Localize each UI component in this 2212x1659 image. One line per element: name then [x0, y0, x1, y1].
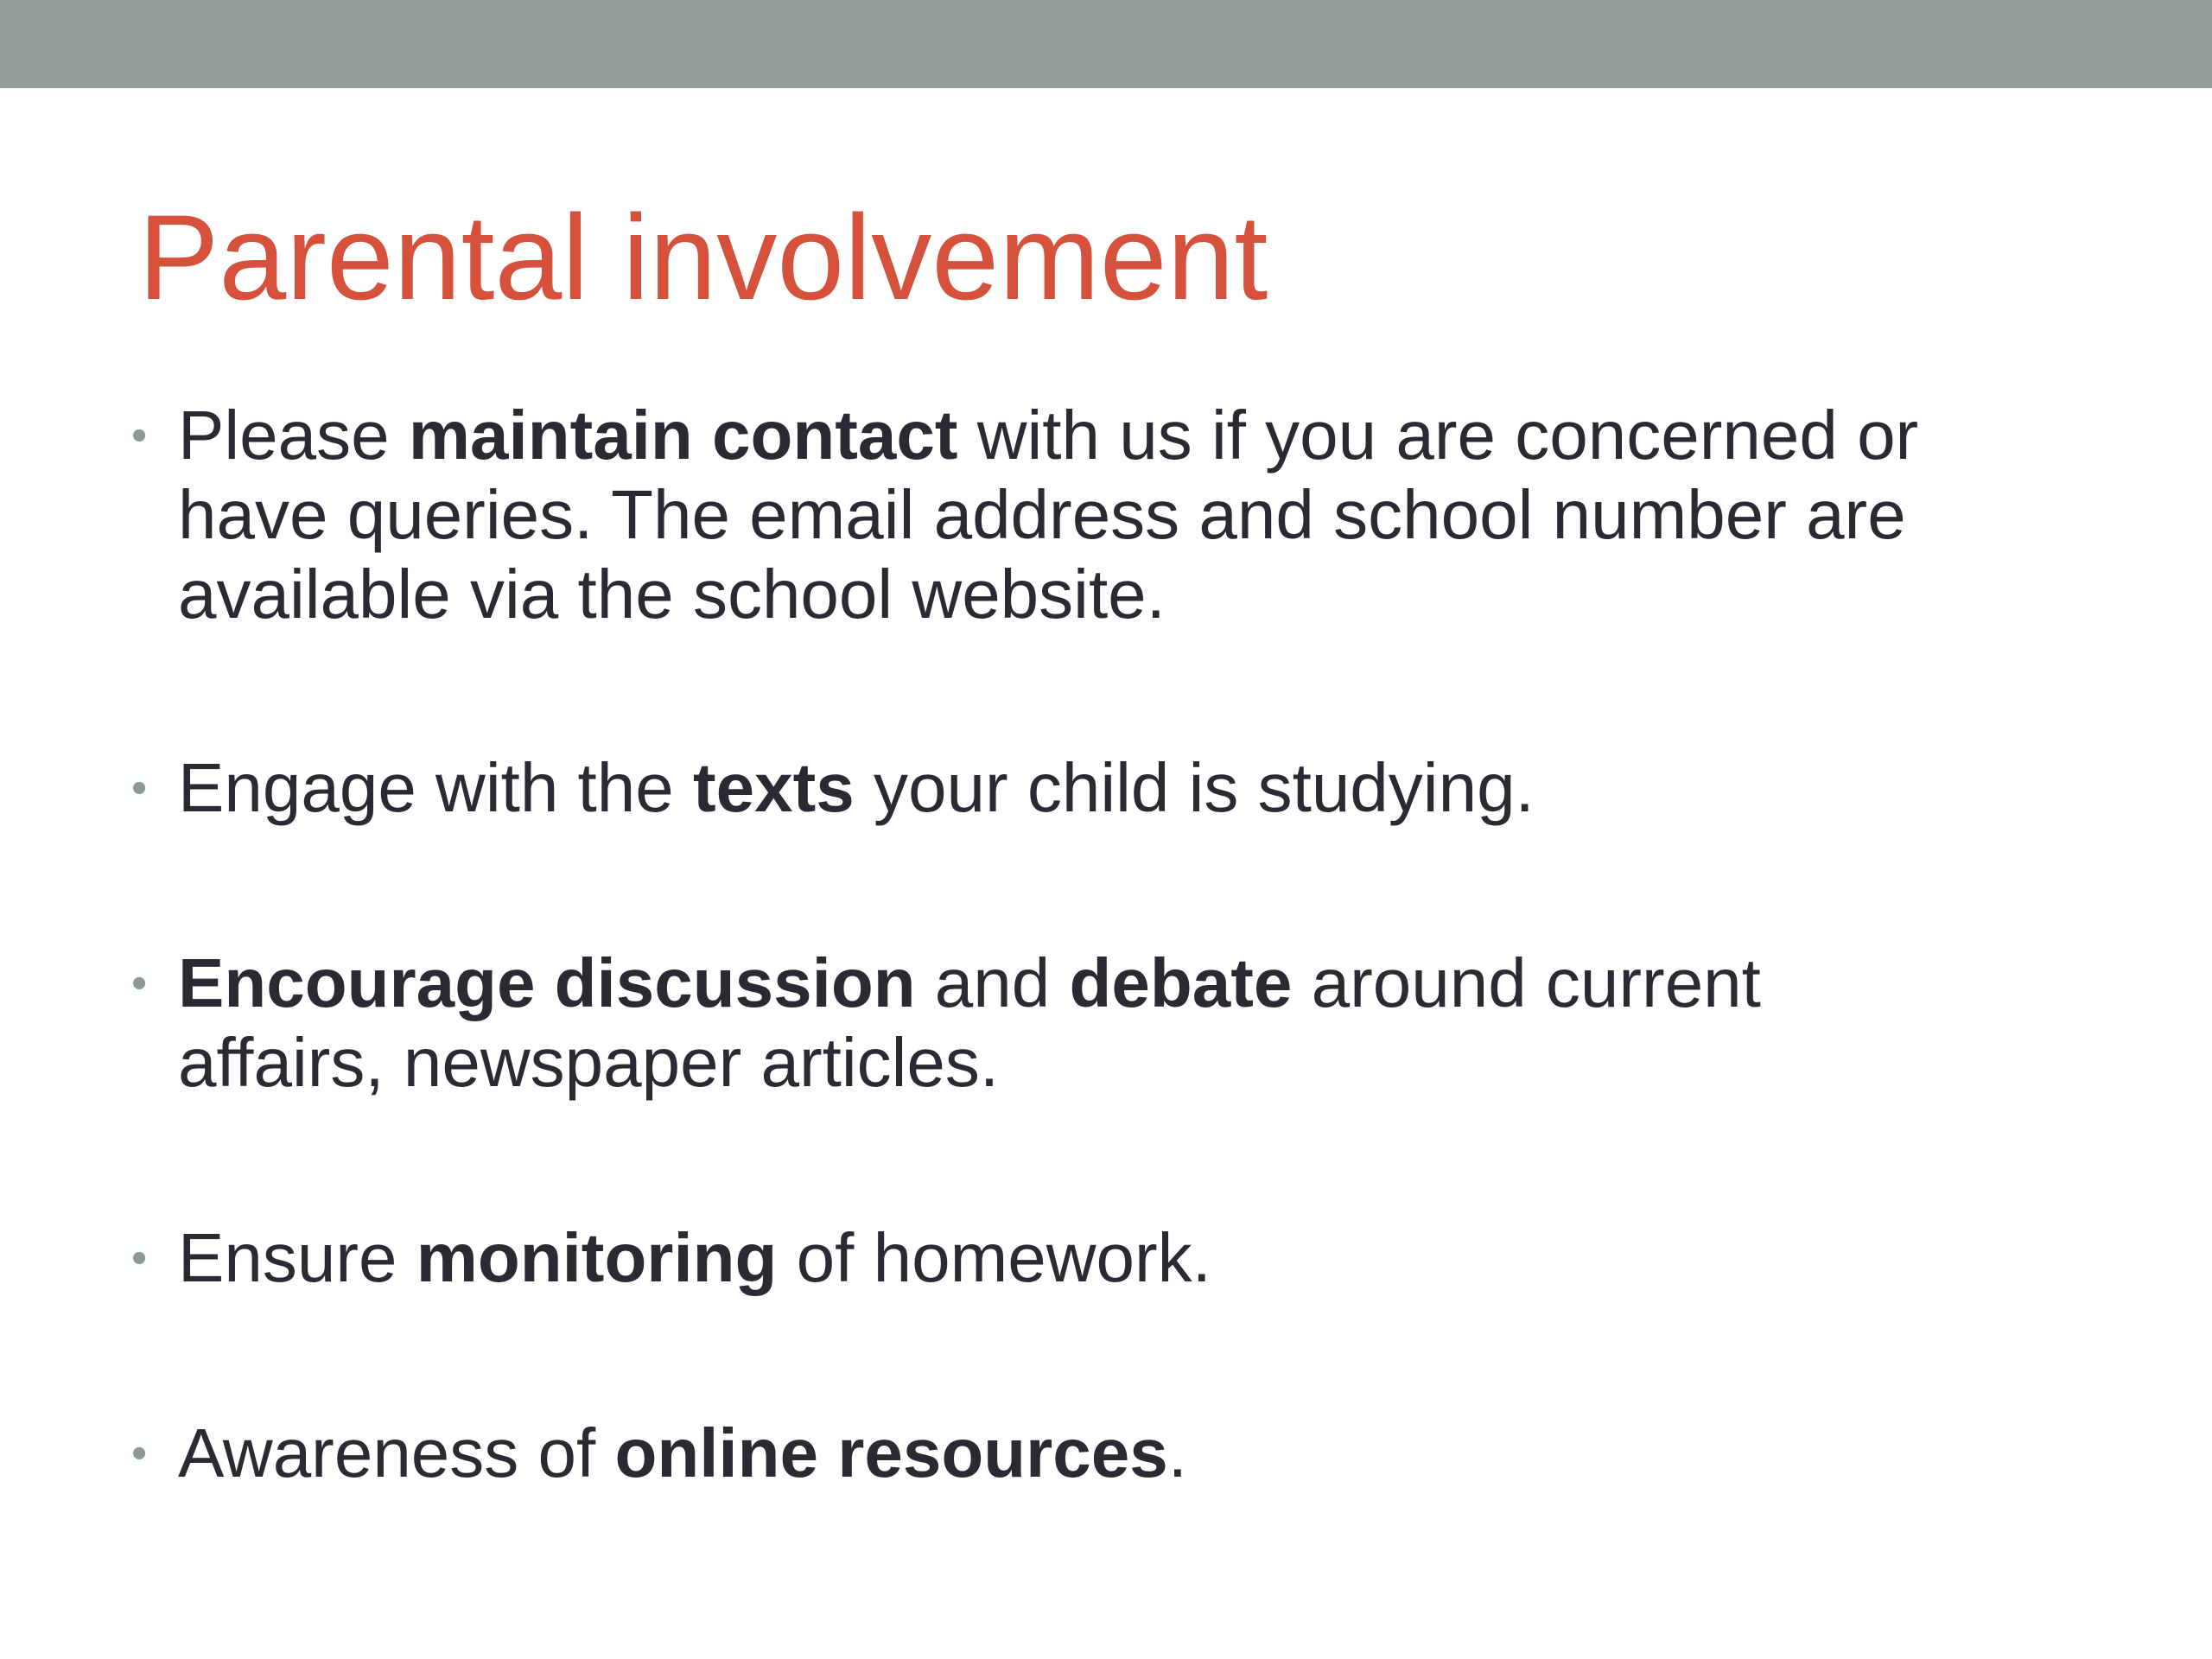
bullet-text: Ensure monitoring of homework. — [178, 1219, 1211, 1296]
bullet-item-ensure-monitoring — [131, 1218, 2067, 1298]
bullet-icon: • — [131, 410, 148, 461]
bullet-text: Encourage discussion and debate around current affairs, newspaper articles. — [178, 944, 1761, 1101]
bullet-text: Please maintain contact with us if you are concerned or have queries. The email address and school number are available via the school website. — [178, 397, 1919, 632]
bullet-icon: • — [131, 1428, 148, 1478]
bullet-icon: • — [131, 958, 148, 1008]
bullet-item-engage-texts — [131, 748, 2067, 828]
bullet-text: Awareness of online resources. — [178, 1414, 1187, 1491]
bullet-item-encourage-discussion — [131, 944, 2067, 1103]
bullet-icon: • — [131, 1233, 148, 1283]
bullet-item-online-resources — [131, 1414, 2067, 1493]
bullet-item-maintain-contact — [131, 396, 2067, 634]
bullet-text: Engage with the texts your child is studying. — [178, 749, 1535, 826]
bullet-icon: • — [131, 763, 148, 813]
slide-title: Parental involvement — [138, 189, 1268, 325]
